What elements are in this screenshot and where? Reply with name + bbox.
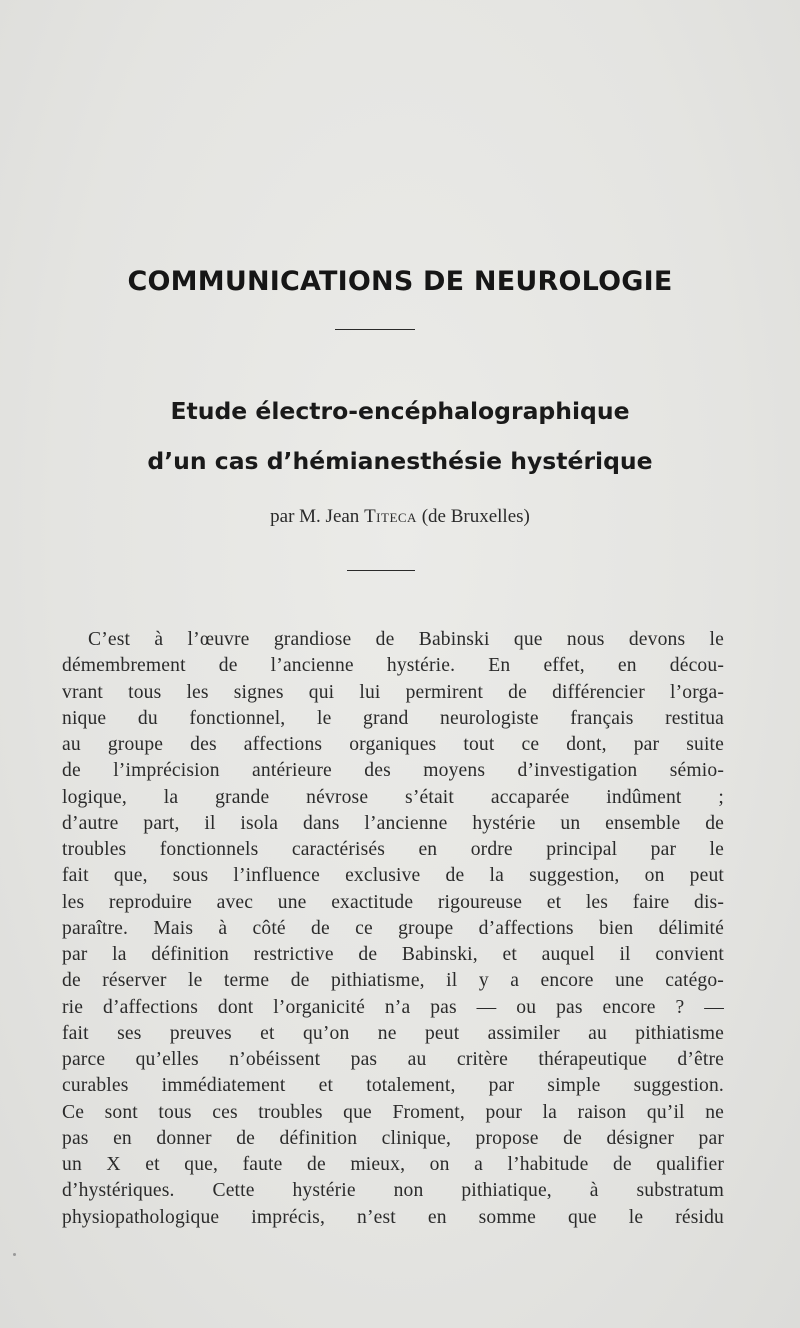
body-line: un X et que, faute de mieux, on a l’habitude de qualifier bbox=[62, 1154, 724, 1175]
body-line: fait ses preuves et qu’on ne peut assimiler au pithiatisme bbox=[62, 1022, 724, 1044]
article-title-line-2: d’un cas d’hémianesthésie hystérique bbox=[147, 447, 653, 475]
page-speck bbox=[13, 1253, 16, 1256]
body-line: rie d’affections dont l’organicité n’a pas — ou pas encore ? — bbox=[62, 996, 724, 1018]
body-line: curables immédiatement et totalement, par simple suggestion. bbox=[62, 1075, 724, 1097]
body-line: les reproduire avec une exactitude rigoureuse et les faire dis- bbox=[62, 891, 724, 913]
body-line: nique du fonctionnel, le grand neurologiste français restitua bbox=[62, 707, 724, 729]
body-line: Ce sont tous ces troubles que Froment, pour la raison qu’il ne bbox=[62, 1101, 724, 1123]
body-line: par la définition restrictive de Babinski, et auquel il convient bbox=[62, 944, 724, 965]
byline-prefix: par M. Jean bbox=[270, 506, 365, 527]
article-body bbox=[62, 627, 724, 1231]
byline-affiliation: (de Bruxelles) bbox=[416, 506, 530, 527]
article-title-line-1: Etude électro-encéphalographique bbox=[170, 397, 630, 425]
body-line: fait que, sous l’influence exclusive de la suggestion, on peut bbox=[62, 865, 724, 887]
byline-author: Titeca bbox=[364, 506, 417, 527]
section-heading: COMMUNICATIONS DE NEUROLOGIE bbox=[127, 266, 673, 297]
body-line: d’autre part, il isola dans l’ancienne hystérie un ensemble de bbox=[62, 812, 724, 834]
body-line: d’hystériques. Cette hystérie non pithiatique, à substratum bbox=[62, 1180, 724, 1202]
body-line: troubles fonctionnels caractérisés en ordre principal par le bbox=[62, 839, 724, 860]
body-line: physiopathologique imprécis, n’est en somme que le résidu bbox=[62, 1206, 724, 1228]
body-line: démembrement de l’ancienne hystérie. En effet, en décou- bbox=[62, 655, 724, 677]
body-line: parce qu’elles n’obéissent pas au critère thérapeutique d’être bbox=[62, 1049, 724, 1070]
body-line: C’est à l’œuvre grandiose de Babinski que nous devons le bbox=[88, 629, 724, 650]
heading-divider bbox=[335, 329, 415, 330]
body-line: de réserver le terme de pithiatisme, il y a encore une catégo- bbox=[62, 970, 724, 992]
body-line: logique, la grande névrose s’était accaparée indûment ; bbox=[62, 786, 724, 808]
body-line: au groupe des affections organiques tout ce dont, par suite bbox=[62, 734, 724, 755]
body-line: de l’imprécision antérieure des moyens d’investigation sémio- bbox=[62, 760, 724, 782]
body-line: pas en donner de définition clinique, propose de désigner par bbox=[62, 1127, 724, 1149]
body-line: vrant tous les signes qui lui permirent de différencier l’orga- bbox=[62, 681, 724, 703]
byline-divider bbox=[347, 570, 415, 571]
body-line: paraître. Mais à côté de ce groupe d’affections bien délimité bbox=[62, 917, 724, 939]
article-byline bbox=[0, 506, 800, 528]
